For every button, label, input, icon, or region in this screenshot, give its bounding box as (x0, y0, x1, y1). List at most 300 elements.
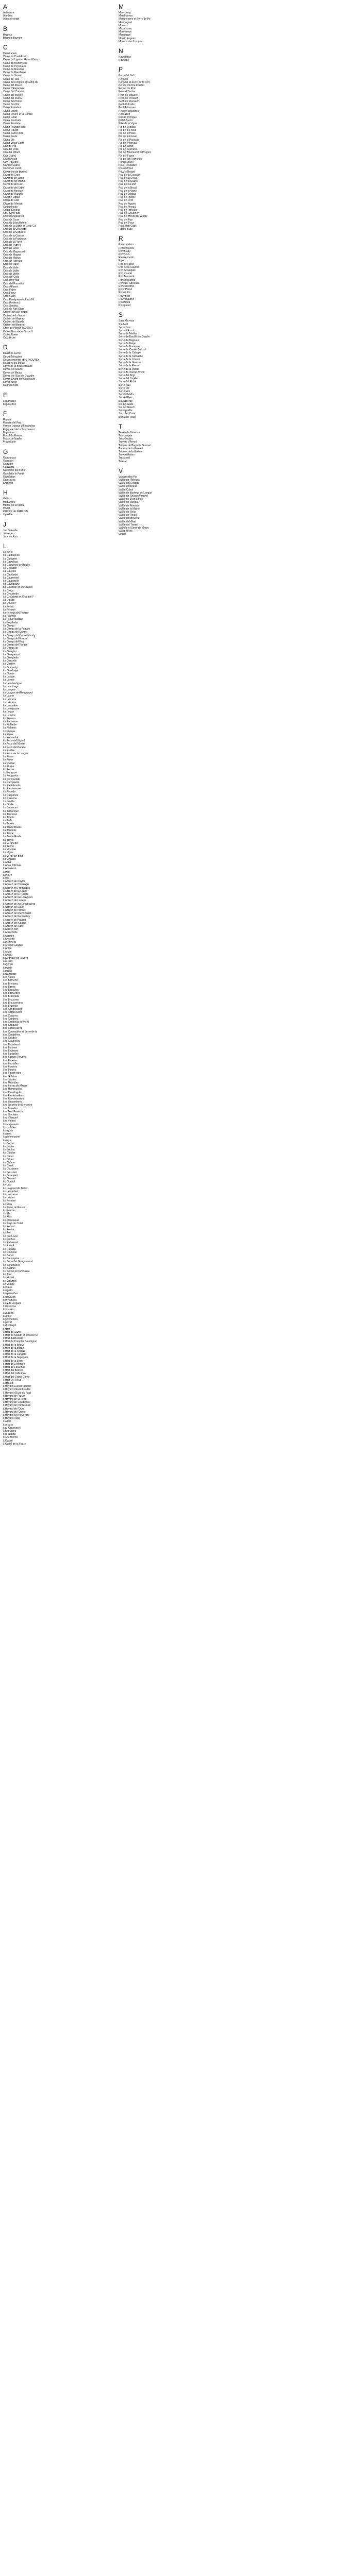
place-name-entry: L'Hort de la Craque (3, 1350, 26, 1353)
place-name-entry: La Caoulisse de Bouille (3, 564, 30, 567)
place-name-entry: Vallée de l'Affebes (119, 478, 140, 482)
place-name-entry: L'Adrech de Pierrus (3, 908, 26, 912)
place-name-entry: Sougadertte (119, 399, 133, 403)
place-name-entry: Serre del Brigi (119, 374, 135, 377)
place-name-entry: Le Couasane (3, 1167, 19, 1171)
place-name-entry: Pialet Baron (119, 119, 133, 123)
place-name-entry: Valles Rilles (119, 530, 132, 533)
place-name-entry: Les Tout Pasache (3, 1110, 24, 1113)
place-name-entry: La Vergnede (3, 841, 18, 845)
place-name-entry: Le Sendillaires (3, 1263, 20, 1267)
place-name-entry: L'Hort del Cabranou (3, 1372, 26, 1376)
place-name-entry: Cazontte Bosque (3, 189, 23, 193)
place-name-entry: Les Banes (3, 985, 15, 989)
place-name-entry: La Pichanie (3, 723, 17, 727)
place-name-entry: Espandoué (3, 399, 16, 403)
section-letter-heading: B (3, 25, 8, 32)
place-name-entry: L'Adrech de les Loupbraées (3, 902, 36, 906)
place-name-entry: Hyaldon (3, 513, 13, 517)
place-name-entry: L'Adrech de Frédéridés (3, 886, 30, 890)
place-name-entry: Ronc Perrel (119, 288, 132, 292)
place-name-entry: La Gariga del Fray (3, 640, 25, 643)
place-name-entry: Pla del Roux (119, 144, 134, 148)
place-name-entry: Serre de Tourtet Avenir (119, 370, 145, 374)
place-name-entry: La Savide (3, 800, 15, 804)
place-name-entry: Pla de la Fosse (119, 128, 137, 132)
place-name-entry: Tire Longue (119, 434, 132, 437)
place-name-entry: Gauzagal (3, 466, 14, 469)
place-name-entry: Persiel de Prat (119, 87, 136, 91)
place-name-entry: La Langue (3, 688, 15, 691)
place-name-entry: Roque Pis (119, 291, 131, 295)
place-name-entry: Roc Peucal (119, 272, 132, 276)
place-name-entry: Camp d'Esgondos (3, 87, 24, 91)
place-name-entry: Serre de la Catouelle (119, 354, 143, 358)
place-name-entry: Fagots (3, 418, 11, 421)
place-name-entry: L'Hosset (3, 1382, 13, 1385)
place-name-entry: Travers de la Pouselt (119, 447, 143, 450)
place-name-entry: Camp Pourtate Bas (3, 125, 26, 129)
place-name-entry: La Rocade (3, 790, 16, 794)
place-name-entry: Le Boulou (3, 1148, 15, 1152)
place-name-entry: Mantinesses et Serre de Pe (119, 18, 151, 21)
place-name-entry: Lubailles (3, 1311, 13, 1315)
place-name-entry: Moulins des Lumgues (119, 40, 144, 43)
section-letter-heading: M (119, 3, 124, 10)
place-name-entry: Pouzet Bassel (119, 170, 135, 174)
place-name-entry: Lenquas (3, 1129, 13, 1132)
letter-section (119, 47, 268, 62)
place-name-entry: Cros Fijour (3, 292, 16, 295)
place-name-entry: Danso le Gerse (3, 352, 21, 355)
place-name-entry: Le Rogaou (3, 1247, 16, 1251)
place-name-entry: La Gariguesse (3, 653, 20, 656)
place-name-entry: La Travie Reals (3, 835, 21, 839)
place-name-entry: Cros d'Esset (3, 285, 18, 289)
place-name-entry: La Caudelle et les Graves (3, 586, 33, 589)
place-name-entry: Cayantine de Bounel (3, 170, 27, 174)
place-name-entry: Lespatis (3, 1289, 13, 1293)
place-name-entry: Prat del Cousther (119, 212, 139, 215)
place-name-entry: Cros de Jean Baurle (3, 221, 27, 225)
place-name-entry: Le Gisaquiel (3, 1174, 18, 1177)
place-name-entry: Remrieux (119, 253, 130, 256)
place-name-entry: Devas Negr (3, 381, 17, 384)
section-letter-heading: G (3, 448, 8, 455)
place-name-entry: La Fliquet calque (3, 618, 23, 621)
place-name-entry: L'Hoyard de l'Ogine (3, 1410, 26, 1414)
place-name-entry: Le Sol de la Combasse (3, 1269, 30, 1273)
place-name-entry: Vallée del Trousl (119, 523, 138, 527)
place-name-entry: Alpes Arrangé (3, 18, 20, 21)
place-name-entry: Les Coustelaires (3, 1027, 23, 1030)
place-name-entry: Cros de Matrus (3, 257, 21, 260)
place-name-entry: La Caldanines (3, 554, 20, 557)
place-name-entry: La Gariga del Cancer (3, 631, 28, 634)
place-name-entry: Les Fossmettes (3, 1072, 22, 1075)
place-name-entry: Cazontte Croix (3, 173, 21, 177)
place-name-entry: Coustalroute (3, 205, 18, 209)
place-name-entry: Gaouget (3, 462, 13, 466)
place-name-entry: Le Cécel (3, 1158, 13, 1161)
place-name-entry: Les Estrines (3, 1046, 18, 1049)
place-name-entry: Camp del Marbre (3, 93, 23, 97)
place-name-entry: La Cauldtilane (3, 583, 20, 586)
place-name-entry: Les Tresses de Mercaure (3, 1104, 32, 1107)
place-name-entry: Gayolette le Fonts (3, 472, 24, 476)
place-name-entry: Vallée de Reus (119, 511, 136, 514)
place-name-entry: Set del Beur (119, 396, 133, 400)
place-name-entry: La Gendrage (3, 669, 19, 672)
place-name-entry: La Lotolgouse (3, 707, 20, 711)
place-name-entry: Le Lendebret (3, 1190, 19, 1193)
place-name-entry: L'Adrech de Chardagu (3, 883, 29, 887)
place-name-entry: Vallée de Baulous de Longue (119, 491, 152, 495)
place-name-entry: Serre de la Gouisse (119, 361, 142, 365)
place-name-entry: Camp de Randhaus (3, 71, 26, 75)
place-name-entry: Cros de la Fazuroux (3, 237, 27, 241)
place-name-entry: Lavechave de Taupes (3, 957, 28, 960)
place-name-entry: L'Hoyard del Rougeoul (3, 1414, 29, 1417)
place-name-entry: Les Bradeaux (3, 995, 19, 998)
place-name-entry: L'Hoyard de l'Ours (3, 1407, 25, 1411)
place-name-entry: La Tamarique (3, 809, 19, 813)
place-name-entry: Gandalel (3, 459, 14, 463)
place-name-entry: L'Hoyard Garbal Flouble (3, 1385, 31, 1388)
place-name-entry: L'Ouralé (3, 1439, 13, 1443)
place-name-entry: Crist Gavé Bas (3, 212, 21, 215)
place-name-entry: Camp de Taraon (3, 74, 22, 78)
place-name-entry: L'Adrech del Cancel (3, 921, 26, 925)
place-name-entry: Prats Bas Cabs (119, 224, 137, 228)
place-name-entry: La Pomparéde (3, 777, 20, 781)
place-name-entry: Le Largavel de Benel (3, 1187, 28, 1190)
place-name-entry: Les Ferres de Manse (3, 1084, 28, 1088)
place-name-entry: Pla del Fuyse (119, 154, 135, 158)
place-name-entry: Cazontte del Urbel (3, 186, 25, 190)
place-name-entry: Lertiées (3, 1285, 12, 1289)
place-name-entry: Le Lac (3, 1183, 11, 1187)
place-name-entry: Le Colane (3, 1161, 15, 1165)
place-name-entry: Ronc del Bret (119, 285, 135, 289)
section-letter-heading: A (3, 3, 8, 10)
place-name-entry: Saint-Gervais (119, 319, 135, 323)
place-name-entry: Le Rabassal (3, 1241, 18, 1245)
place-name-entry: Ronc de Carrouel (119, 281, 139, 285)
place-name-entry: L'Hoyard de Faruat (3, 1394, 25, 1398)
place-name-entry: L'Hort de Campter Saumignet (3, 1340, 37, 1344)
place-name-entry: Tarrea de Bérenas (119, 431, 140, 434)
place-name-entry: Vallée de Jean Rolas (119, 498, 143, 501)
place-name-entry: L'Adrech Tort (3, 928, 19, 931)
place-name-entry: La Rivière (3, 761, 15, 765)
place-name-entry: Galeraises (3, 478, 15, 482)
place-name-entry: Camp Lauon (3, 109, 18, 113)
place-name-entry: Cros del Pitus (3, 279, 20, 282)
place-name-entry: Lou Nandu (3, 1433, 16, 1436)
place-name-entry: La Doisse (3, 599, 15, 602)
place-name-entry: Cros Sanduc (3, 304, 18, 308)
place-name-entry: La Pieuton (3, 717, 15, 720)
place-name-entry: Croiss Rouer (3, 333, 19, 336)
place-name-entry: Déché Mercules (3, 355, 22, 359)
place-name-entry: Pla de la Passade (119, 138, 140, 142)
place-name-entry: Lazaltanate (3, 973, 16, 976)
place-name-entry: Cros del Colis (3, 276, 20, 279)
place-name-entry: L'Hort de la Borde (3, 1346, 24, 1350)
place-name-entry: Deval de la Bousteseauls (3, 365, 32, 368)
place-name-entry: Fayguelet de la Saumarous (3, 428, 35, 431)
place-name-entry: L'Arvelu (3, 953, 12, 957)
place-name-entry: L'Hoyard de Pontessure (3, 1404, 31, 1408)
place-name-entry: Lonsulatins (3, 1126, 16, 1129)
place-name-entry: Hortel (3, 507, 10, 510)
place-name-entry: Les Fauores (3, 1059, 18, 1062)
place-name-entry: Pech de Mauaret (119, 93, 139, 97)
place-name-entry: Le Puches (3, 1238, 15, 1241)
place-name-entry: Le Rouiloué (3, 1250, 17, 1254)
letter-section (119, 423, 268, 463)
section-letter-heading: P (119, 66, 123, 74)
place-name-entry: La Loupe (3, 710, 14, 714)
place-name-entry: L'Ancien Gangue (3, 944, 23, 947)
place-name-entry: La Peux del Manier (3, 742, 26, 746)
place-name-entry: Camp Saint-Félix (3, 132, 23, 135)
place-name-entry: Serre de la Cabaye (119, 351, 141, 355)
place-name-entry: Le Lourouset (3, 1193, 19, 1197)
place-name-entry: Pengoul et Serre de la Fon (119, 80, 150, 84)
place-name-entry: Largiele (3, 969, 12, 973)
place-name-entry: La Rantaboule (3, 784, 20, 788)
place-name-entry: La Crousiette et Cros del F (3, 596, 34, 599)
place-name-entry: L'Hoyard de Courbenne (3, 1401, 30, 1404)
place-name-entry: L'Hort de Léchauré (3, 1362, 25, 1366)
place-name-entry: La Razonne (3, 796, 17, 800)
place-name-entry: La Crous (3, 589, 14, 592)
place-name-entry: Prat de Peyrau (119, 205, 136, 209)
place-name-entry: La Cauilastel (3, 573, 18, 577)
place-name-entry: Les Brugeille (3, 1005, 18, 1008)
place-name-entry: Manifrouves (119, 14, 133, 18)
place-name-entry: Travers de la Grosse (119, 450, 143, 453)
place-name-entry: Cazontte de Matriol (3, 180, 26, 183)
section-letter-heading: F (3, 410, 7, 417)
place-name-entry: La Cabiguet (3, 557, 17, 561)
place-name-entry: Lansomera (3, 941, 16, 944)
place-name-entry: Pla de la Pisse (119, 132, 136, 135)
place-name-entry: Le Pla (3, 1212, 11, 1216)
place-name-entry: Serre Nau (119, 383, 130, 387)
place-name-entry: Lesparsades (3, 1292, 18, 1296)
place-name-entry: Tulerac (119, 460, 127, 463)
place-name-entry: Camp Pourtate (3, 122, 21, 126)
place-name-entry: La Tauresse (3, 812, 18, 816)
place-name-entry: Lagonde (3, 963, 13, 967)
place-name-entry: Prat del Pous (119, 221, 135, 225)
place-name-entry: Les Couvaudes et Serre de la (3, 1030, 38, 1033)
place-name-entry: Ripart (119, 259, 126, 263)
place-name-entry: Le Doussiel (3, 1171, 17, 1174)
place-name-entry: Cros Fabre (3, 289, 16, 292)
place-name-entry: Cros de la Farre (3, 241, 22, 244)
place-name-entry: Rouval de (119, 294, 130, 298)
place-name-entry: Vallée de Ferrach (119, 504, 139, 507)
place-name-entry: La Yenne (3, 844, 14, 848)
place-name-entry: Naudaru (119, 59, 129, 62)
place-name-entry: Pla de la Fouvel (119, 135, 137, 139)
place-name-entry: La Fakrelle (3, 615, 16, 618)
place-name-entry: Cros de Valtie (3, 269, 20, 273)
place-name-entry: L'Abrunieur (3, 867, 16, 871)
place-name-entry: La Berle (3, 551, 13, 554)
place-name-entry: Devas de l'Eau de Gouzbin (3, 374, 35, 378)
place-name-entry: Les Tinchaes (3, 1113, 19, 1116)
place-name-entry: Les Paradoguies (3, 1091, 23, 1094)
place-name-entry: Serre Pié (119, 386, 129, 390)
place-name-entry: Prat de la Cassade (119, 173, 141, 177)
place-name-entry: Pla del Marcaurat et Prugen (119, 151, 151, 155)
place-name-entry: L'Hort de Cazer (3, 1330, 21, 1334)
place-name-entry: La Pausesse (3, 720, 18, 723)
place-name-entry: Pessail Taulas (119, 90, 135, 94)
place-name-entry: Vestel (119, 533, 126, 536)
place-name-entry: La Pougoue (3, 771, 17, 775)
letter-section (3, 543, 153, 1446)
place-name-entry: Croiset del Bourrier (3, 324, 26, 327)
place-name-entry: L'Hoyard d'Eure du Faut (3, 1391, 31, 1395)
place-name-entry: L'Ancrehé (3, 937, 15, 941)
place-name-entry: Coutal Dessus (3, 208, 20, 212)
place-name-entry: Can de Pra (3, 144, 16, 148)
place-name-entry: Lozunmouchet (3, 1136, 20, 1139)
place-name-entry: La Troufe (3, 822, 14, 826)
place-name-entry: Cros d'Angallieres (3, 215, 24, 218)
place-name-entry: La Verge de Bays (3, 854, 24, 858)
place-name-entry: La Laumabie (3, 704, 18, 707)
section-letter-heading: J (3, 520, 6, 528)
place-name-entry: La Laucinage (3, 685, 19, 688)
place-name-entry: Louis Herms (3, 1436, 18, 1439)
place-name-entry: Le Gueyol (3, 1180, 15, 1184)
place-name-entry: L'Hoyard d'Eure Flouble (3, 1388, 31, 1392)
place-name-entry: Les Bornens (3, 979, 18, 982)
place-name-entry: Vallée del Rieux (119, 485, 137, 488)
place-name-entry: Jour les Rais (3, 535, 18, 539)
place-name-entry: La Caoulisse (3, 560, 18, 564)
place-name-entry: L'Hort (3, 1327, 10, 1331)
place-name-entry: La Fenal (3, 605, 13, 608)
place-name-entry: Le Pré Louis (3, 1234, 18, 1238)
place-name-entry: La Pierre (3, 755, 14, 759)
place-name-entry: Cazontte del Lac (3, 183, 23, 187)
place-name-entry: Sol del Gauch (119, 405, 135, 409)
place-name-entry: La Gasselle (3, 659, 17, 663)
place-name-entry: L'Hoyard Fage (3, 1417, 20, 1420)
place-name-entry: Serre de Barge (119, 342, 136, 345)
place-name-entry: Le Pouvel (3, 1225, 15, 1229)
place-name-entry: Persail d'Entre Fouillat (119, 84, 144, 88)
place-name-entry: Le Plas (3, 1215, 12, 1219)
place-name-entry: Serre de la Pierre (119, 364, 139, 368)
place-name-entry: Le Praduc (3, 1228, 15, 1232)
place-name-entry: La Caumorrel (3, 576, 19, 580)
place-name-entry: La Pouse (3, 768, 14, 772)
place-name-entry: Can del Pollo (3, 148, 19, 151)
place-name-entry: Lacia (3, 876, 9, 880)
place-name-entry: Pla del Carrabot (119, 148, 138, 151)
place-name-entry: Les Fangales (3, 1053, 19, 1056)
place-name-entry: Rieusennede (119, 256, 134, 260)
place-name-entry: L'Hort Del Rouc (3, 1378, 22, 1382)
place-name-entry: Roulaldes (119, 301, 130, 304)
place-name-entry: La Lebrière (3, 698, 16, 701)
place-name-entry: Roc de Ravel (119, 262, 135, 266)
place-name-entry: Les Brousseroles (3, 1001, 23, 1005)
place-name-entry: Camp Liblat (3, 116, 17, 120)
place-name-entry: Vallée de Chassé Fauvrel (119, 495, 148, 498)
place-name-entry: Abbadore (3, 11, 14, 14)
place-name-entry: Camp de Montmorier (3, 61, 27, 65)
place-name-entry: La Gariga del Cancé Meridy (3, 634, 36, 637)
place-name-entry: Camp Lavine et la Combe (3, 112, 33, 116)
place-name-entry: La Fenouh del Fraisse (3, 612, 29, 615)
place-name-entry: Les Fiquiers (3, 1065, 18, 1069)
place-name-entry: Le Berlier (3, 1145, 14, 1148)
place-name-entry: Sixtlat de Fraie (119, 415, 136, 419)
place-name-entry: Camp de Ligne et Grand Camp (3, 58, 39, 62)
place-name-entry: Aiarthas (3, 14, 13, 18)
place-name-entry: Prat de Pere (119, 199, 134, 202)
place-name-entry: L'Hort del Bassel (3, 1369, 23, 1372)
place-name-entry: Les Fiquies (3, 1069, 16, 1072)
place-name-entry: Le Pré (3, 1231, 11, 1235)
place-name-entry: Serre del Piché (119, 380, 137, 384)
place-name-entry: Vallée de la Mairie (119, 507, 140, 511)
letter-section (119, 235, 268, 307)
place-name-entry: Le Tour (3, 1273, 12, 1277)
place-name-entry: Trés Goutes (119, 437, 133, 441)
letter-section (119, 467, 268, 536)
place-name-entry: Les Bremors (3, 982, 18, 986)
place-name-entry: La Larabe (3, 675, 15, 679)
place-name-entry: L'Abba (3, 860, 11, 864)
place-name-entry: La Tidette (3, 816, 14, 820)
place-name-entry: Pequeh Rossides (119, 109, 139, 113)
place-name-entry: Le Barbet (3, 1142, 14, 1145)
place-name-entry: Pla de Sessaie (119, 125, 136, 129)
place-name-entry: Remboury (119, 249, 131, 253)
place-name-entry: La Tulle (3, 819, 12, 823)
letter-section (119, 311, 268, 418)
place-name-entry: Fentes Longue d'Espandius (3, 425, 35, 428)
place-name-entry: Rouvet Blanc (119, 297, 134, 301)
place-name-entry: La Pieux (3, 758, 13, 762)
place-name-entry: Jas Gervalte (3, 529, 18, 532)
place-name-entry: Bagnan (3, 33, 12, 37)
place-name-entry: Lisa de Jorgues (3, 1301, 22, 1305)
place-name-entry: Cros Gitan (3, 295, 15, 298)
place-name-entry: Camp de Castelcourt (3, 55, 27, 59)
place-name-entry: Cros de Valle (3, 266, 19, 269)
place-name-entry: Désperemontde (BIS (NOUTE) (3, 358, 39, 362)
place-name-entry: Le Cabrier (3, 1151, 15, 1155)
place-name-entry: Camp Rouge (3, 128, 19, 132)
place-name-entry: Cloup de l'Amaitt (3, 202, 23, 206)
place-name-entry: L'Adrech de la Tuillere (3, 892, 29, 896)
index-column-right (119, 3, 268, 540)
place-name-entry: La Travie (3, 832, 14, 836)
place-name-entry: La Vinceau (3, 848, 16, 852)
